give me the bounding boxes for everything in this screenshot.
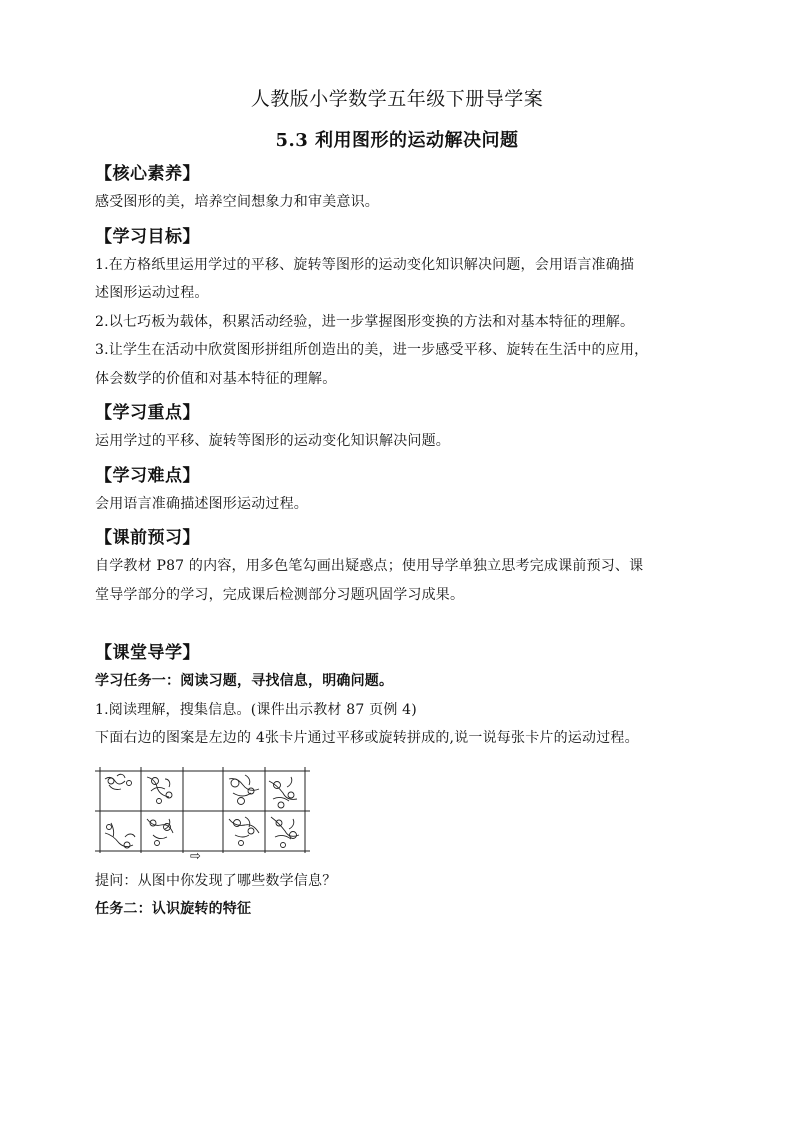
section-heading: 【学习目标】 [95,226,200,247]
section-difficulty [95,462,710,519]
card-grid-figure [95,761,310,861]
section-guide [95,639,710,924]
preview-line: 堂导学部分的学习，完成课后检测部分习题巩固学习成果。 [95,586,465,603]
section-heading: 【学习难点】 [95,465,200,486]
goal-line: 1.在方格纸里运用学过的平移、旋转等图形的运动变化知识解决问题，会用语言准确描 [95,256,635,273]
section-preview [95,524,710,609]
section-core [95,160,710,217]
goal-line: 述图形运动过程。 [95,285,209,301]
task-title: 任务二：认识旋转的特征 [95,901,252,917]
section-heading: 【课前预习】 [95,528,200,548]
arrow-right-icon: ⇨ [190,848,201,861]
question-text: 提问：从图中你发现了哪些数学信息？ [95,872,337,889]
section-text: 运用学过的平移、旋转等图形的运动变化知识解决问题。 [95,433,450,449]
section-text: 感受图形的美，培养空间想象力和审美意识。 [95,194,379,210]
section-goals [95,223,710,394]
goal-line: 2.以七巧板为载体，积累活动经验，进一步掌握图形变换的方法和对基本特征的理解。 [95,313,635,330]
step-text: 1.阅读理解，搜集信息。(课件出示教材 87 页例 4) [95,701,417,718]
section-heading: 【课堂导学】 [95,643,200,663]
document-title: 人教版小学数学五年级下册导学案 [250,88,544,110]
document-body [95,160,710,930]
example-description: 下面右边的图案是左边的 4张卡片通过平移或旋转拼成的,说一说每张卡片的运动过程。 [95,730,639,746]
section-heading: 【核心素养】 [95,164,200,184]
section-text: 会用语言准确描述图形运动过程。 [95,495,308,512]
goal-line: 3.让学生在活动中欣赏图形拼组所创造出的美，进一步感受平移、旋转在生活中的应用， [95,342,649,358]
preview-line: 自学教材 P87 的内容，用多色笔勾画出疑惑点；使用导学单独立思考完成课前预习、课 [95,558,644,574]
section-heading: 【学习重点】 [95,403,200,423]
section-key [95,399,710,456]
lesson-title: 5.3 利用图形的运动解决问题 [275,130,519,151]
task-title: 学习任务一：阅读习题，寻找信息，明确问题。 [95,673,394,689]
grid-illustration [95,761,310,861]
goal-line: 体会数学的价值和对基本特征的理解。 [95,370,337,387]
